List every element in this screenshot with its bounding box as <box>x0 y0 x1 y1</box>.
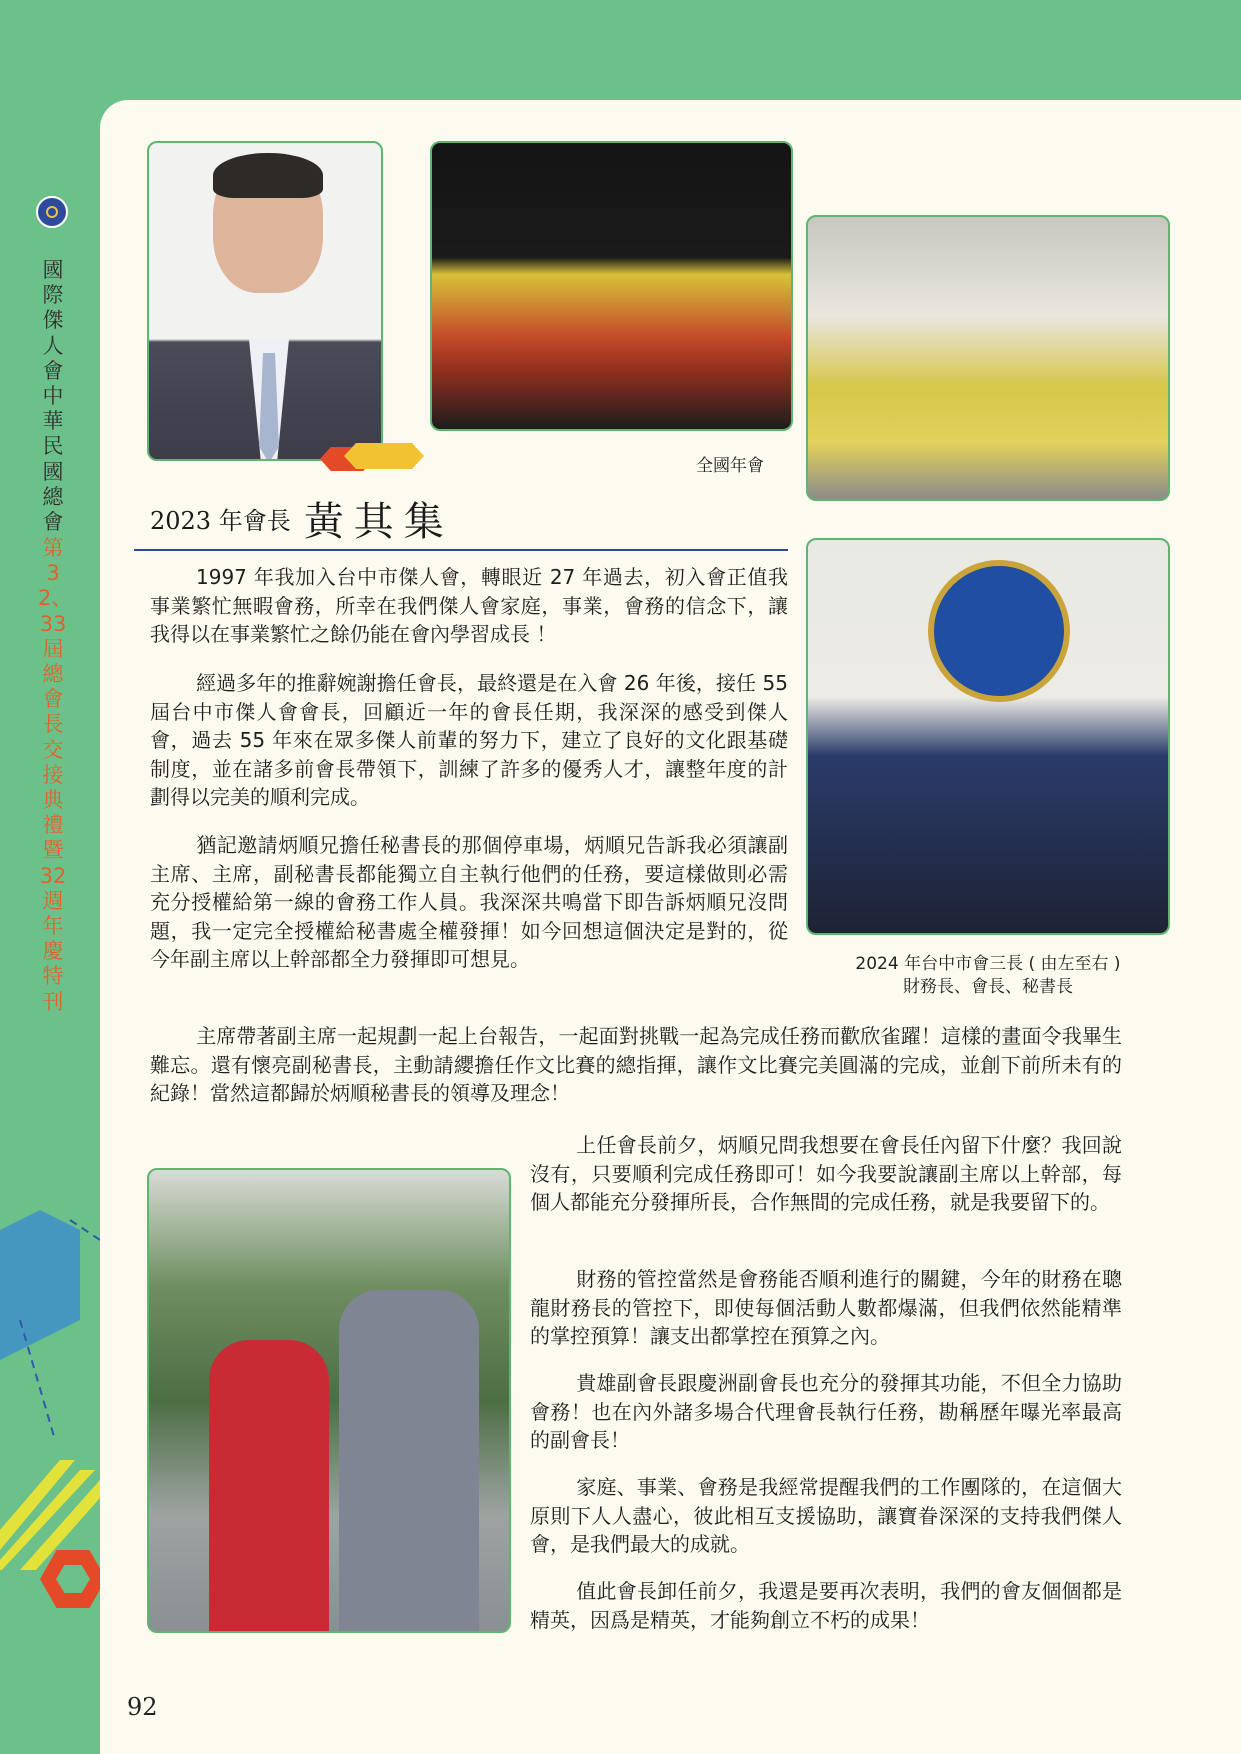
paragraph-8-text: 家庭、事業、會務是我經常提醒我們的工作團隊的，在這個大原則下人人盡心，彼此相互支援協助，讓寶眷深深的支持我們傑人會，是我們最大的成就。 <box>530 1475 1122 1556</box>
paragraph-5 <box>530 1131 1122 1217</box>
man-figure <box>339 1290 479 1633</box>
paragraph-7 <box>530 1369 1122 1455</box>
sidebar <box>0 0 100 1754</box>
national-meeting-stage-photo <box>430 141 793 431</box>
title-year-role: 2023 年會長 <box>150 507 291 535</box>
paragraph-9 <box>530 1577 1122 1634</box>
paragraph-6 <box>530 1265 1122 1351</box>
paragraph-1 <box>150 563 788 649</box>
paragraph-5-text: 上任會長前夕，炳順兄問我想要在會長任內留下什麼？我回說沒有，只要順利完成任務即可！如今我要說讓副主席以上幹部，每個人都能充分發揮所長，合作無間的完成任務，就是我要留下的。 <box>530 1133 1122 1214</box>
paragraph-7-text: 貴雄副會長跟慶洲副會長也充分的發揮其功能，不但全力協助會務！也在內外諸多場合代理會長執行任務，勘稱歷年曝光率最高的副會長！ <box>530 1371 1122 1452</box>
dcs-emblem <box>928 560 1070 702</box>
decorative-stripes <box>0 1210 100 1440</box>
hexagon-chip-decoration <box>320 443 424 471</box>
paragraph-4 <box>150 1022 1122 1108</box>
paragraph-3-text: 猶記邀請炳順兄擔任秘書長的那個停車場，炳順兄告訴我必須讓副主席、主席，副秘書長都能獨立自主執行他們的任務，要這樣做則必需充分授權給第一線的會務工作人員。我深深共鳴當下即告訴炳順兄沒問題，我一定完全授權給秘書處全權發揮！如今回想這個決定是對的，從今年副主席以上幹部都全力發揮即可想見。 <box>150 833 788 971</box>
paragraph-9-text: 值此會長卸任前夕，我還是要再次表明，我們的會友個個都是精英，因爲是精英，才能夠創立不朽的成果！ <box>530 1579 1122 1632</box>
title-name: 黃其集 <box>303 499 454 545</box>
caption-three-officers <box>806 953 1170 999</box>
three-officers-photo <box>806 538 1170 935</box>
paragraph-3 <box>150 831 788 974</box>
page-number: 92 <box>127 1693 158 1721</box>
article-title <box>150 490 454 545</box>
yellow-hex-chip <box>344 443 424 469</box>
publication-title: 國際傑人會中華民國總會 <box>42 258 64 535</box>
portrait-photo <box>147 141 383 461</box>
paragraph-2-text: 經過多年的推辭婉謝擔任會長，最終還是在入會 26 年後，接任 55 屆台中市傑人會會長，回顧近一年的會長任期，我深深的感受到傑人會，過去 55 年來在眾多傑人前輩的努力下，建立了良好的文化跟基礎制度，並在諸多前會長帶領下，訓練了許多的優秀人才，讓整年度的計劃得以完美的順利完成。 <box>150 671 788 809</box>
issue-title: 第32、33屆總會長交接典禮暨32週年慶特刊 <box>38 536 73 1014</box>
caption-national-meeting: 全國年會 <box>696 456 764 476</box>
couple-photo <box>147 1168 511 1633</box>
paragraph-2 <box>150 669 788 812</box>
paragraph-1-text: 1997 年我加入台中市傑人會，轉眼近 27 年過去，初入會正值我事業繁忙無暇會務，所幸在我們傑人會家庭，事業，會務的信念下，讓我得以在事業繁忙之餘仍能在會內學習成長 ！ <box>150 565 788 646</box>
woman-figure <box>209 1340 329 1633</box>
caption-three-officers-line2: 財務長、會長、秘書長 <box>903 977 1073 997</box>
title-underline <box>134 549 788 551</box>
paragraph-6-text: 財務的管控當然是會務能否順利進行的關鍵，今年的財務在聰龍財務長的管控下，即使每個活動人數都爆滿，但我們依然能精準的掌控預算！讓支出都掌控在預算之內。 <box>530 1267 1122 1348</box>
caption-three-officers-line1: 2024 年台中市會三長 ( 由左至右 ) <box>855 954 1121 974</box>
paragraph-8 <box>530 1473 1122 1559</box>
paragraph-4-text: 主席帶著副主席一起規劃一起上台報告，一起面對挑戰一起為完成任務而歡欣雀躍！這樣的畫面令我畢生難忘。還有懷亮副秘書長，主動請纓擔任作文比賽的總指揮，讓作文比賽完美圓滿的完成，並創下前所未有的紀錄！當然這都歸於炳順秘書長的領導及理念！ <box>150 1024 1122 1105</box>
portrait-hair <box>213 153 323 198</box>
dcs-logo-icon <box>36 196 68 228</box>
national-meeting-hall-photo <box>806 215 1170 501</box>
